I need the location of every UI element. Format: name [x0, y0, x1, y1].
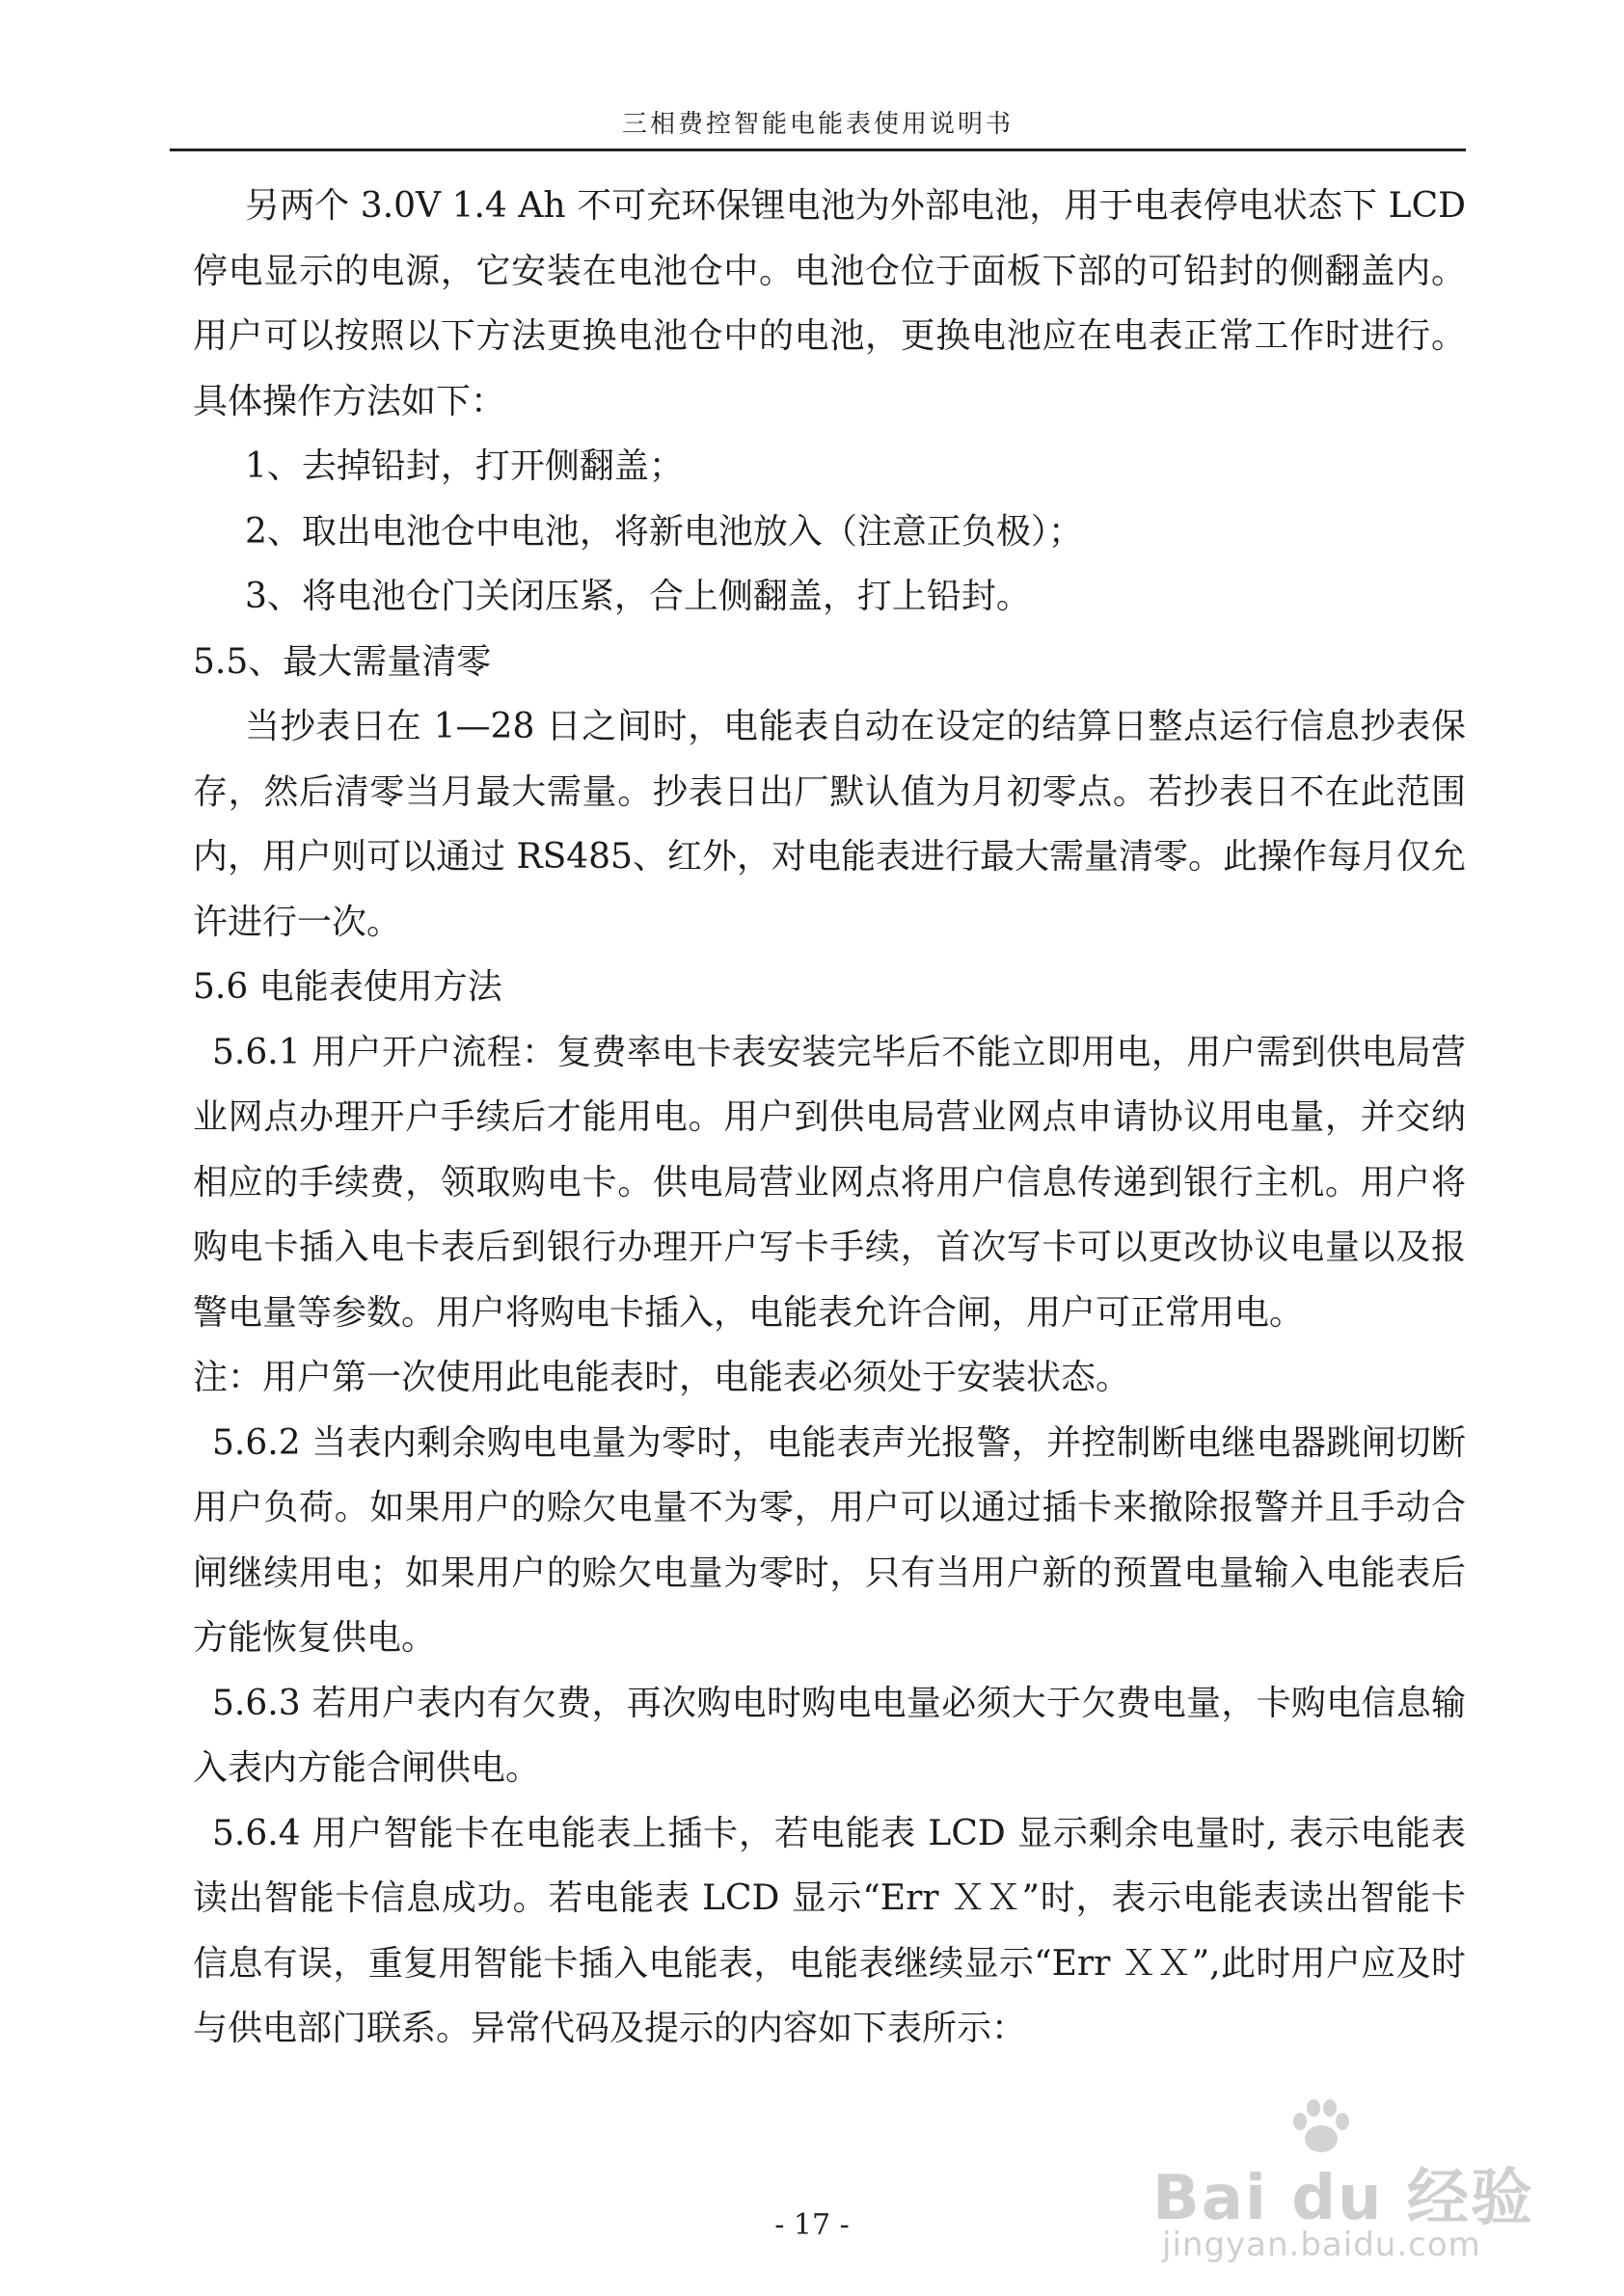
page-number: - 17 -: [774, 2208, 850, 2242]
step-item: 1、去掉铅封，打开侧翻盖；: [245, 446, 684, 486]
page-body: [193, 174, 1466, 2062]
section-5-6-2-paragraph: 5.6.2 当表内剩余购电电量为零时，电能表声光报警，并控制断电继电器跳闸切断用户负荷。如果用户的赊欠电量不为零，用户可以通过插卡来撤除报警并且手动合闸继续用电；如果用户的赊欠电量为零时，只有当用户新的预置电量输入电能表后方能恢复供电。: [193, 1422, 1466, 1658]
baidu-watermark: [1152, 2093, 1557, 2276]
note-paragraph: 注：用户第一次使用此电能表时，电能表必须处于安装状态。: [193, 1358, 1131, 1397]
step-item: 3、将电池仓门关闭压紧，合上侧翻盖，打上铅封。: [245, 577, 1031, 616]
section-5-6-4-paragraph: 5.6.4 用户智能卡在电能表上插卡，若电能表 LCD 显示剩余电量时, 表示电能表读出智能卡信息成功。若电能表 LCD 显示“Err ＸＸ”时，表示电能表读出智能卡信息有误，重复用智能卡插入电能表，电能表继续显示“Err ＸＸ”,此时用户应及时与供电部门联系。异常代码及提示的内容如下表所示：: [193, 1813, 1466, 2048]
watermark-url: jingyan.baidu.com: [1162, 2226, 1481, 2264]
watermark-brand: Bai du 经验: [1152, 2163, 1534, 2234]
section-5-6-3-paragraph: 5.6.3 若用户表内有欠费，再次购电时购电电量必须大于欠费电量，卡购电信息输入表内方能合闸供电。: [193, 1683, 1466, 1788]
section-5-6-1-paragraph: 5.6.1 用户开户流程：复费率电卡表安装完毕后不能立即用电，用户需到供电局营业网点办理开户手续后才能用电。用户到供电局营业网点申请协议用电量，并交纳相应的手续费，领取购电卡。供电局营业网点将用户信息传递到银行主机。用户将购电卡插入电卡表后到银行办理开户写卡手续，首次写卡可以更改协议电量以及报警电量等参数。用户将购电卡插入，电能表允许合闸，用户可正常用电。: [193, 1032, 1466, 1333]
section-5-5-paragraph: 当抄表日在 1—28 日之间时，电能表自动在设定的结算日整点运行信息抄表保存，然后清零当月最大需量。抄表日出厂默认值为月初零点。若抄表日不在此范围内，用户则可以通过 RS485、红外，对电能表进行最大需量清零。此操作每月仅允许进行一次。: [193, 707, 1466, 942]
page-header-title: 三相费控智能电能表使用说明书: [621, 110, 1014, 139]
header-divider: [170, 149, 1466, 151]
battery-intro-paragraph: 另两个 3.0V 1.4 Ah 不可充环保锂电池为外部电池，用于电表停电状态下 LCD 停电显示的电源，它安装在电池仓中。电池仓位于面板下部的可铅封的侧翻盖内。用户可以按照以下方法更换电池仓中的电池，更换电池应在电表正常工作时进行。具体操作方法如下：: [193, 186, 1466, 421]
section-5-5-heading: 5.5、最大需量清零: [193, 641, 492, 682]
section-5-6-heading: 5.6 电能表使用方法: [193, 967, 502, 1007]
step-item: 2、取出电池仓中电池，将新电池放入（注意正负极）；: [245, 511, 1083, 552]
